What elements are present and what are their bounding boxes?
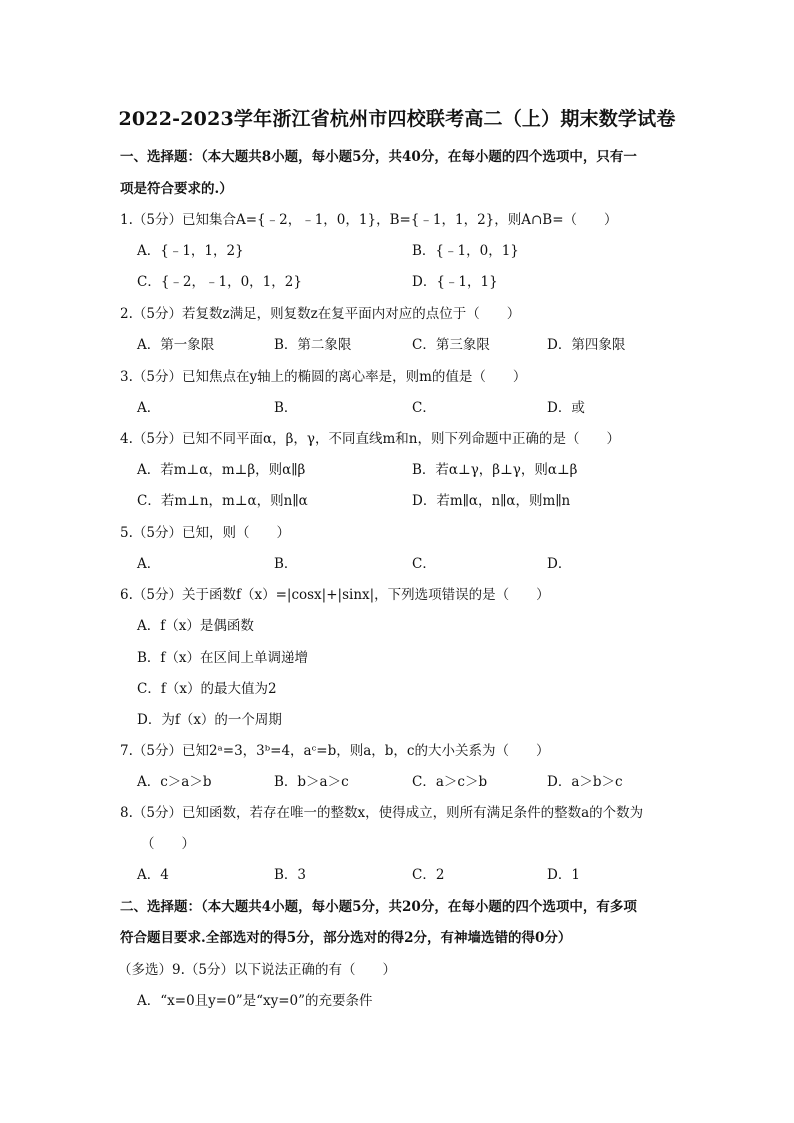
question-4-option-d: D．若m∥α，n∥α，则m∥n [412,493,571,509]
section2-heading-line1: 二、选择题：（本大题共4小题，每小题5分，共20分，在每小题的四个选项中，有多项 [120,899,637,915]
question-5-option-c: C． [412,556,436,572]
question-3-option-d: D．或 [547,400,585,416]
question-8-stem-continued: （ ） [141,836,195,852]
question-3-option-a: A． [137,400,161,416]
question-1-option-a: A．{﹣1，1，2} [137,243,244,259]
question-2-option-b: B．第二象限 [274,337,352,353]
question-8-option-c: C．2 [412,867,445,883]
question-7-option-c: C．a＞c＞b [412,774,488,790]
question-4-option-c: C．若m⊥n，m⊥α，则n∥α [137,493,308,509]
question-6-option-a: A．f（x）是偶函数 [137,618,254,634]
question-1-option-c: C．{﹣2，﹣1，0，1，2} [137,274,302,290]
question-3-stem: 3.（5分）已知焦点在y轴上的椭圆的离心率是，则m的值是（ ） [120,369,527,385]
question-5-option-b: B． [274,556,298,572]
question-6-option-d: D．为f（x）的一个周期 [137,712,282,728]
question-2-option-a: A．第一象限 [137,337,215,353]
question-2-option-d: D．第四象限 [547,337,626,353]
question-9-option-a: A．“x=0且y=0”是“xy=0”的充要条件 [137,993,373,1009]
question-7-option-a: A．c＞a＞b [137,774,212,790]
question-2-stem: 2.（5分）若复数z满足，则复数z在复平面内对应的点位于（ ） [120,306,521,322]
exam-title: 2022-2023学年浙江省杭州市四校联考高二（上）期末数学试卷 [118,108,676,130]
question-6-stem: 6.（5分）关于函数f（x）=|cosx|+|sinx|，下列选项错误的是（ ） [120,587,550,603]
question-4-option-a: A．若m⊥α，m⊥β，则α∥β [137,462,306,478]
question-8-option-d: D．1 [547,867,580,883]
question-5-stem: 5.（5分）已知，则（ ） [120,525,290,541]
question-4-option-b: B．若α⊥γ，β⊥γ，则α⊥β [412,462,578,478]
question-5-option-a: A． [137,556,161,572]
section1-heading-line2: 项是符合要求的.） [120,181,233,197]
question-1-option-b: B．{﹣1，0，1} [412,243,519,259]
question-2-option-c: C．第三象限 [412,337,490,353]
question-8-stem: 8.（5分）已知函数，若存在唯一的整数x，使得成立，则所有满足条件的整数a的个数为 [120,805,644,821]
question-3-option-b: B． [274,400,298,416]
question-5-option-d: D． [547,556,572,572]
question-7-stem: 7.（5分）已知2ᵃ=3，3ᵇ=4，aᶜ=b，则a，b，c的大小关系为（ ） [120,743,550,759]
question-6-option-c: C．f（x）的最大值为2 [137,681,277,697]
question-7-option-b: B．b＞a＞c [274,774,349,790]
question-1-stem: 1.（5分）已知集合A={﹣2，﹣1，0，1}，B={﹣1，1，2}，则A∩B=（ ） [120,212,618,228]
question-1-option-d: D．{﹣1，1} [412,274,498,290]
question-7-option-d: D．a＞b＞c [547,774,623,790]
section1-heading-line1: 一、选择题：（本大题共8小题，每小题5分，共40分，在每小题的四个选项中，只有一 [120,149,637,165]
section2-heading-line2: 符合题目要求.全部选对的得5分，部分选对的得2分，有神墙选错的得0分） [120,930,572,946]
question-6-option-b: B．f（x）在区间上单调递增 [137,650,309,666]
question-9-stem: （多选）9.（5分）以下说法正确的有（ ） [118,962,396,978]
question-8-option-b: B．3 [274,867,307,883]
question-4-stem: 4.（5分）已知不同平面α，β，γ，不同直线m和n，则下列命题中正确的是（ ） [120,431,620,447]
question-3-option-c: C． [412,400,436,416]
question-8-option-a: A．4 [137,867,169,883]
